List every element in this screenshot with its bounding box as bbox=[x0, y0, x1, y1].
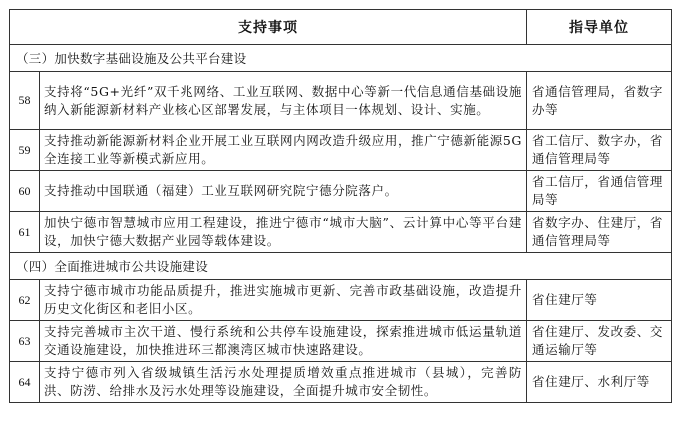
row-number: 63 bbox=[10, 321, 40, 362]
row-content: 支持宁德市城市功能品质提升，推进实施城市更新、完善市政基础设施，改造提升历史文化街区和老旧小区。 bbox=[40, 280, 527, 321]
row-content: 支持宁德市列入省级城镇生活污水处理提质增效重点推进城市（县城），完善防洪、防涝、给排水及污水处理等设施建设，全面提升城市安全韧性。 bbox=[40, 362, 527, 403]
section-heading-row bbox=[10, 253, 672, 280]
table-row bbox=[10, 321, 672, 362]
row-content: 加快宁德市智慧城市应用工程建设，推进宁德市“城市大脑”、云计算中心等平台建设，加快宁德大数据产业园等载体建设。 bbox=[40, 212, 527, 253]
table-row bbox=[10, 212, 672, 253]
row-guiding-unit: 省通信管理局，省数字办等 bbox=[527, 72, 672, 130]
row-guiding-unit: 省工信厅，省通信管理局等 bbox=[527, 171, 672, 212]
section-title: （四）全面推进城市公共设施建设 bbox=[10, 253, 672, 280]
support-items-table bbox=[9, 9, 672, 403]
row-guiding-unit: 省住建厅、水利厅等 bbox=[527, 362, 672, 403]
table-row bbox=[10, 280, 672, 321]
table-row bbox=[10, 171, 672, 212]
table-header-row bbox=[10, 10, 672, 45]
row-guiding-unit: 省住建厅等 bbox=[527, 280, 672, 321]
row-number: 58 bbox=[10, 72, 40, 130]
row-content: 支持将“5G+光纤”双千兆网络、工业互联网、数据中心等新一代信息通信基础设施纳入新能源新材料产业核心区部署发展，与主体项目一体规划、设计、实施。 bbox=[40, 72, 527, 130]
table-row bbox=[10, 72, 672, 130]
section-title: （三）加快数字基础设施及公共平台建设 bbox=[10, 45, 672, 72]
row-guiding-unit: 省工信厅、数字办，省通信管理局等 bbox=[527, 130, 672, 171]
row-number: 62 bbox=[10, 280, 40, 321]
header-guiding-unit: 指导单位 bbox=[527, 10, 672, 45]
table-row bbox=[10, 130, 672, 171]
row-number: 59 bbox=[10, 130, 40, 171]
row-guiding-unit: 省数字办、住建厅，省通信管理局等 bbox=[527, 212, 672, 253]
row-content: 支持推动中国联通（福建）工业互联网研究院宁德分院落户。 bbox=[40, 171, 527, 212]
row-number: 64 bbox=[10, 362, 40, 403]
row-number: 60 bbox=[10, 171, 40, 212]
table-row bbox=[10, 362, 672, 403]
row-number: 61 bbox=[10, 212, 40, 253]
row-guiding-unit: 省住建厅、发改委、交通运输厅等 bbox=[527, 321, 672, 362]
header-support-items: 支持事项 bbox=[10, 10, 527, 45]
row-content: 支持推动新能源新材料企业开展工业互联网内网改造升级应用，推广宁德新能源5G全连接工业等新模式新应用。 bbox=[40, 130, 527, 171]
section-heading-row bbox=[10, 45, 672, 72]
row-content: 支持完善城市主次干道、慢行系统和公共停车设施建设，探索推进城市低运量轨道交通设施建设，加快推进环三都澳湾区城市快速路建设。 bbox=[40, 321, 527, 362]
